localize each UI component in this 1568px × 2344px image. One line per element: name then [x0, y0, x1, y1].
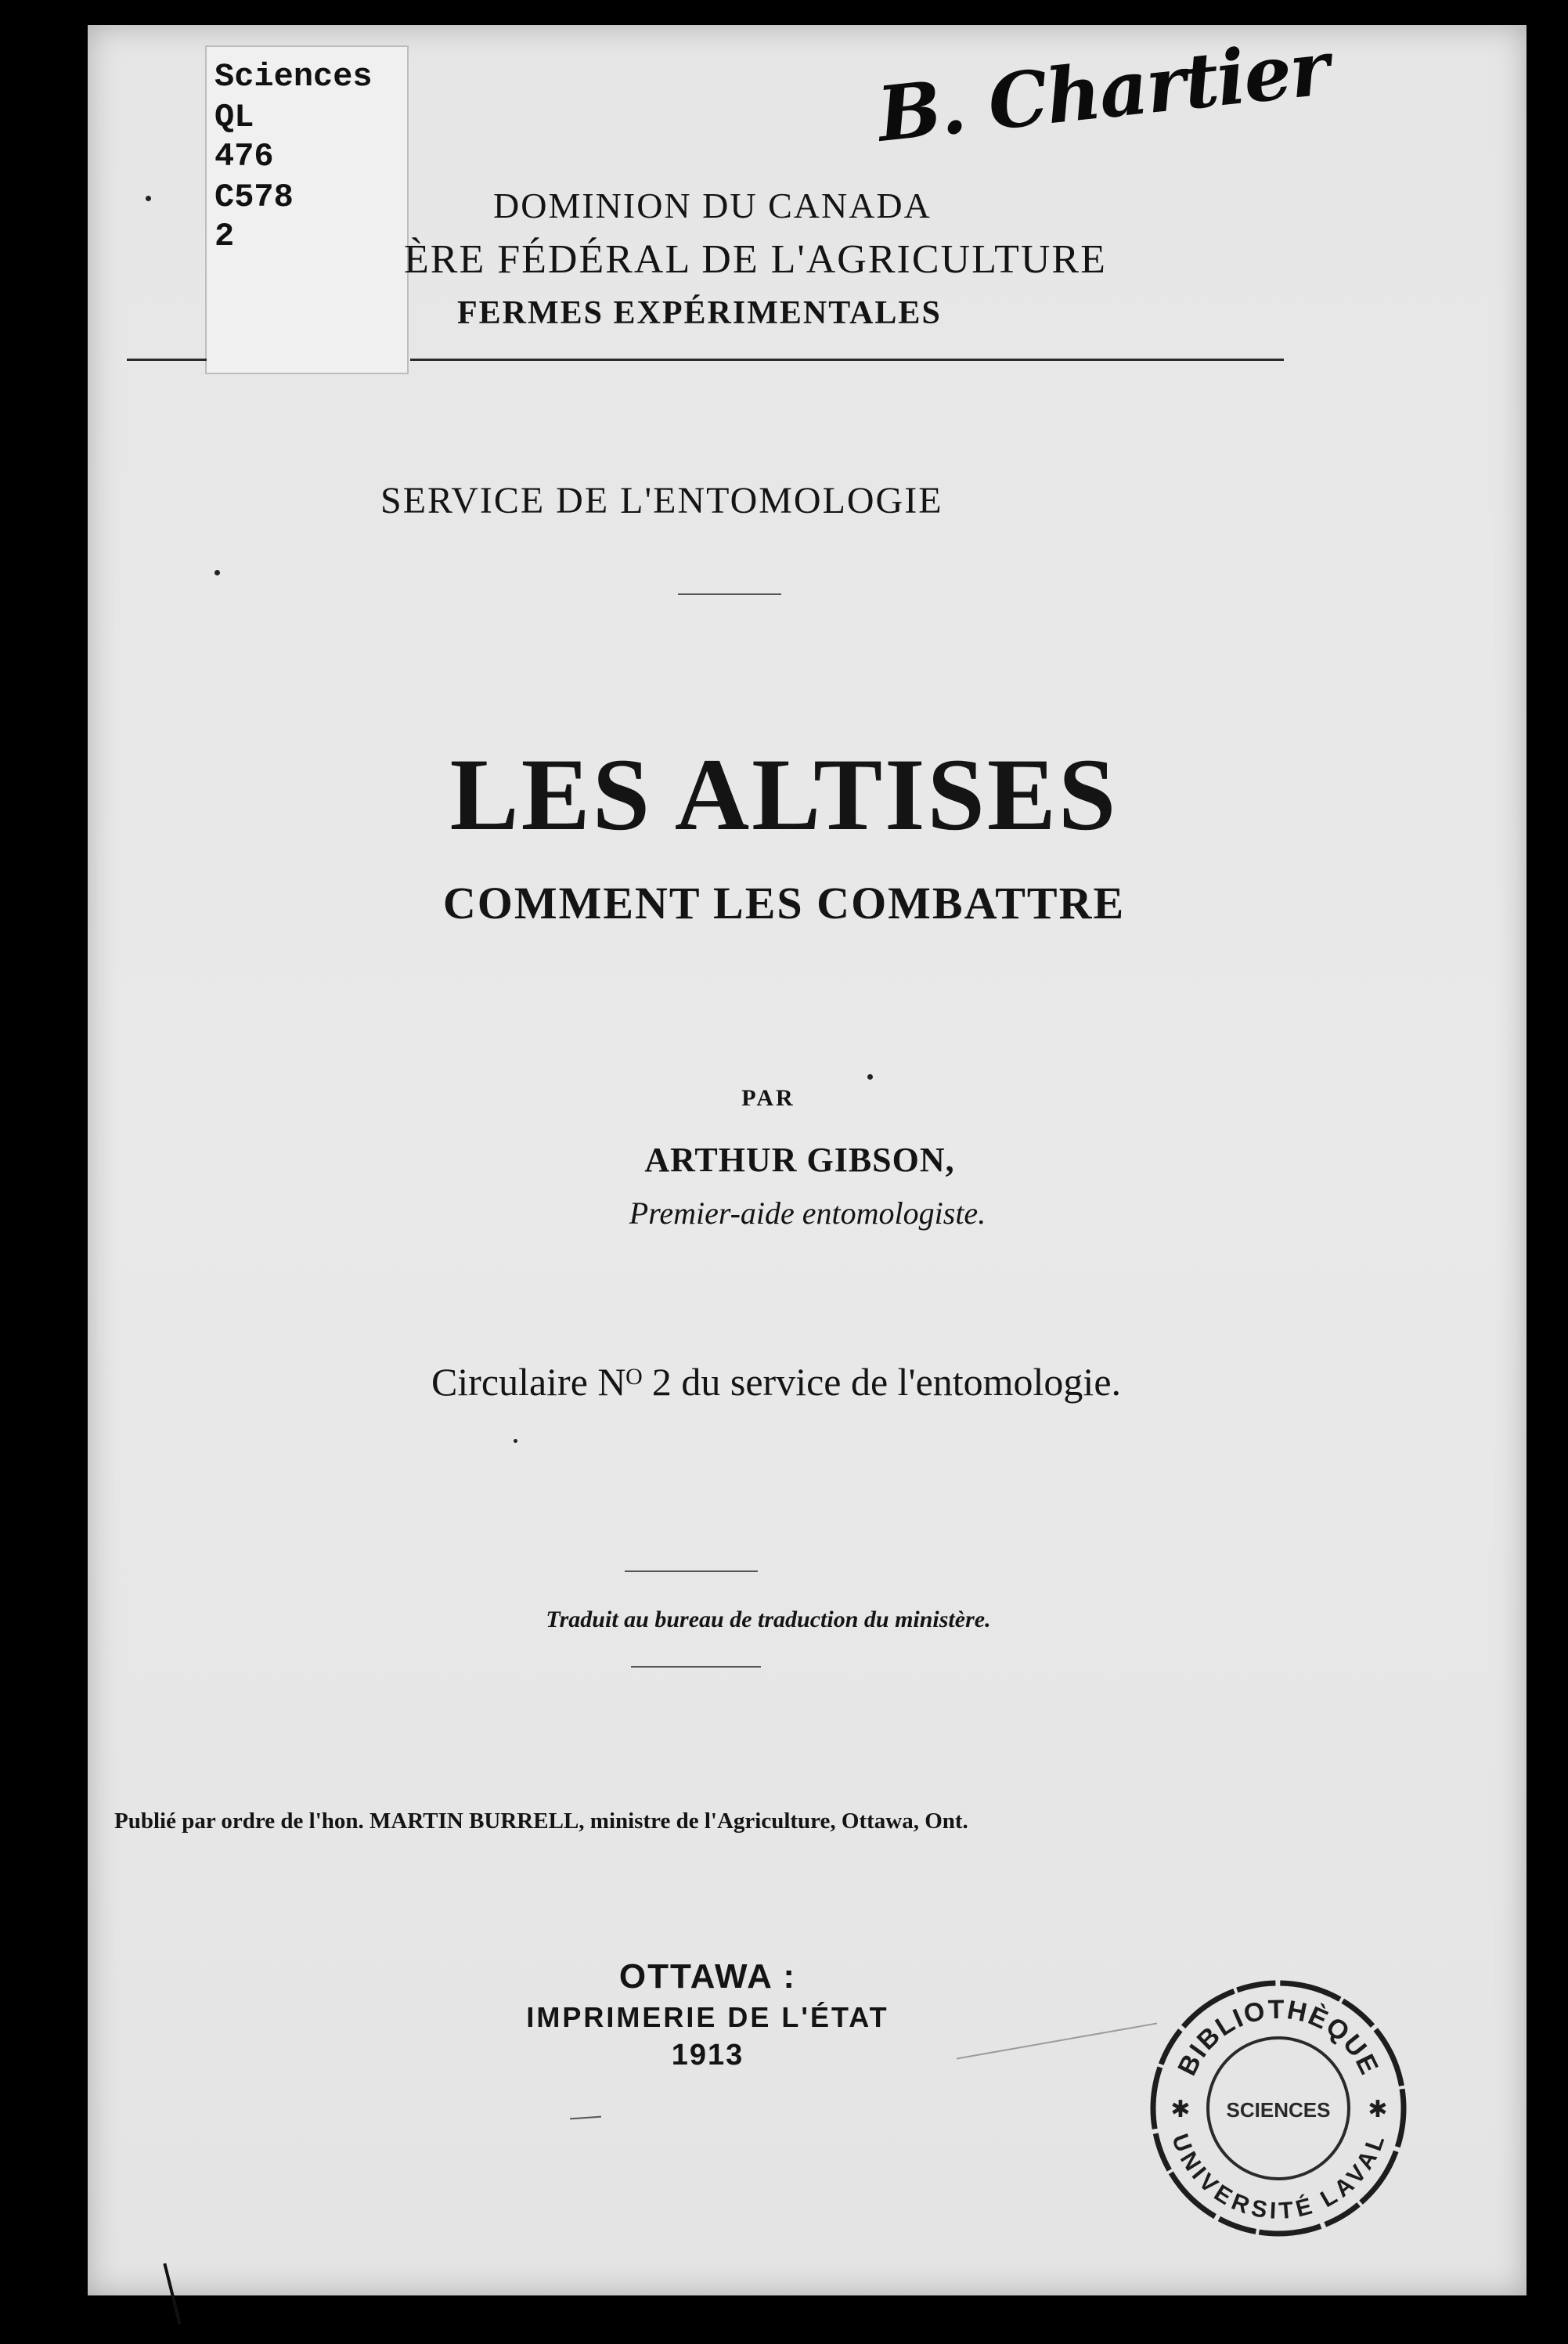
service-heading: SERVICE DE L'ENTOMOLOGIE: [380, 480, 943, 521]
call-number-line: Sciences: [214, 58, 373, 96]
library-stamp: [1141, 1971, 1415, 2245]
call-number-line: 476: [214, 138, 274, 175]
short-divider: [678, 593, 781, 595]
imprint-printer: IMPRIMERIE DE L'ÉTAT: [526, 2001, 889, 2033]
stamp-bottom-text: UNIVERSITÉ LAVAL: [1166, 2130, 1390, 2225]
circular-number: Circulaire Nᴼ 2 du service de l'entomologie.: [431, 1360, 1122, 1404]
header-farms: FERMES EXPÉRIMENTALES: [457, 295, 942, 331]
handwritten-signature: B. Chartier: [873, 23, 1332, 159]
author-role: Premier-aide entomologiste.: [629, 1195, 986, 1231]
header-divider-left: [127, 359, 207, 361]
publication-note: Publié par ordre de l'hon. MARTIN BURRELL, ministre de l'Agriculture, Ottawa, Ont.: [114, 1808, 968, 1834]
header-dominion: DOMINION DU CANADA: [493, 186, 932, 225]
author-name: ARTHUR GIBSON,: [644, 1141, 955, 1179]
stamp-star-icon: ✱: [1368, 2097, 1388, 2122]
imprint-year: 1913: [671, 2039, 744, 2072]
speck-mark: [214, 570, 220, 575]
by-label: PAR: [741, 1085, 795, 1111]
translation-note: Traduit au bureau de traduction du ministère.: [546, 1607, 991, 1632]
stamp-star-icon: ✱: [1170, 2097, 1191, 2122]
imprint-city: OTTAWA :: [618, 1957, 797, 1996]
speck-mark: [867, 1074, 873, 1080]
stamp-middle-text: SCIENCES: [1226, 2098, 1331, 2122]
header-ministry: ÈRE FÉDÉRAL DE L'AGRICULTURE: [404, 237, 1107, 282]
subtitle: COMMENT LES COMBATTRE: [442, 878, 1126, 929]
call-number-line: 2: [214, 218, 235, 255]
call-number-line: C578: [214, 179, 294, 216]
speck-mark: [146, 196, 151, 201]
speck-mark: [514, 1439, 517, 1443]
call-number-line: QL: [214, 99, 254, 136]
main-title: LES ALTISES: [449, 737, 1119, 852]
short-divider: [625, 1570, 758, 1572]
stamp-top-text: BIBLIOTHÈQUE: [1172, 1994, 1385, 2081]
short-divider: [631, 1666, 761, 1668]
header-divider: [410, 359, 1284, 361]
